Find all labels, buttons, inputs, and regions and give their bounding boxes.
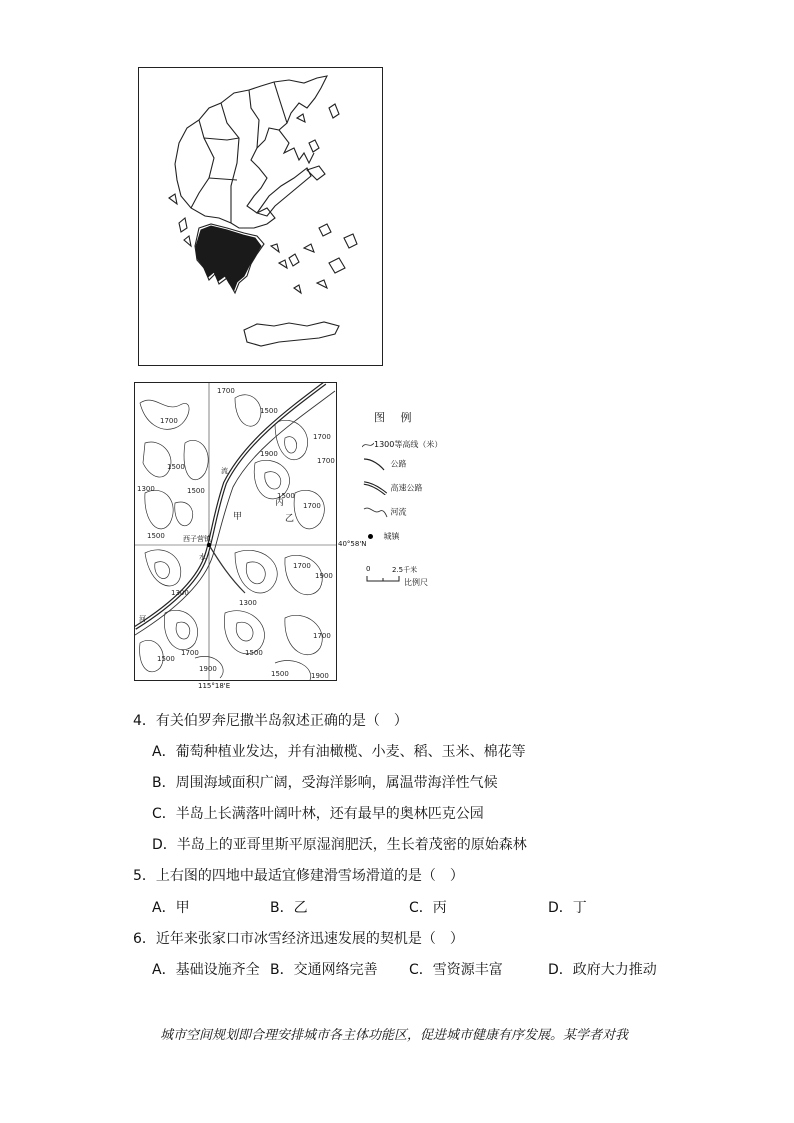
legend-contour-sample: 1300 — [374, 440, 395, 449]
contour-label: 1500 — [271, 670, 289, 678]
peloponnese-shaded-region — [196, 226, 261, 290]
legend-item-highway — [362, 481, 423, 495]
town-dot-icon — [368, 534, 373, 539]
legend-item-town — [368, 531, 400, 542]
contour-label: 1500 — [167, 463, 185, 471]
highway-icon — [362, 481, 388, 495]
question-5-option-d: D．丁 — [548, 900, 587, 916]
question-5-option-c: C．丙 — [409, 900, 447, 916]
river-label: 河 — [139, 615, 146, 623]
question-5-option-b: B．乙 — [270, 900, 308, 916]
river-label: 水 — [199, 553, 206, 561]
town-label: 西子营镇 — [183, 535, 211, 543]
contour-map-drawing — [135, 383, 336, 680]
legend-item-label: 城镇 — [383, 532, 400, 541]
legend-item-label: 高速公路 — [390, 483, 423, 493]
contour-label: 1900 — [315, 572, 333, 580]
contour-label: 1900 — [260, 450, 278, 458]
town-dot — [207, 543, 211, 547]
contour-label: 1300 — [171, 589, 189, 597]
question-4-option-d: D．半岛上的亚哥里斯平原湿润肥沃，生长着茂密的原始森林 — [152, 837, 527, 853]
river-label: 流 — [221, 467, 228, 475]
scale-label: 比例尺 — [404, 578, 428, 587]
question-5-option-a: A．甲 — [152, 900, 190, 916]
question-6-option-a: A．基础设施齐全 — [152, 962, 260, 978]
legend-item-contour — [362, 439, 442, 450]
greece-map-drawing — [139, 68, 382, 365]
question-6-option-d: D．政府大力推动 — [548, 962, 657, 978]
contour-label: 1700 — [303, 502, 321, 510]
legend-item-label: 公路 — [390, 459, 407, 469]
contour-label: 1500 — [147, 532, 165, 540]
legend-item-label: 等高线（米） — [394, 440, 443, 449]
contour-label: 1700 — [160, 417, 178, 425]
latitude-label: 40°58'N — [338, 540, 367, 548]
scale-zero: 0 — [366, 565, 371, 573]
contour-label: 1300 — [137, 485, 155, 493]
contour-label: 1500 — [157, 655, 175, 663]
contour-line-icon — [362, 441, 374, 449]
contour-label: 1900 — [311, 672, 329, 680]
question-5-stem: 5．上右图的四地中最适宜修建滑雪场滑道的是（ ） — [133, 868, 464, 884]
footer-text: 城市空间规划即合理安排城市各主体功能区，促进城市健康有序发展。某学者对我 — [160, 1028, 629, 1043]
contour-label: 1700 — [313, 632, 331, 640]
question-4-option-b: B．周围海域面积广阔，受海洋影响，属温带海洋性气候 — [152, 775, 498, 791]
place-label-jia: 甲 — [233, 512, 243, 522]
contour-label: 1500 — [245, 649, 263, 657]
contour-label: 1700 — [313, 433, 331, 441]
contour-label: 1700 — [317, 457, 335, 465]
river-icon — [362, 505, 388, 519]
question-6-option-b: B．交通网络完善 — [270, 962, 378, 978]
scale-value: 2.5千米 — [392, 566, 418, 574]
road-icon — [362, 457, 388, 471]
legend-title: 图 例 — [374, 411, 418, 424]
legend-item-river — [362, 505, 407, 519]
contour-label: 1700 — [217, 387, 235, 395]
contour-label: 1300 — [239, 599, 257, 607]
legend-item-road — [362, 457, 407, 471]
contour-map — [134, 382, 337, 681]
question-4-option-c: C．半岛上长满落叶阔叶林，还有最早的奥林匹克公园 — [152, 806, 484, 822]
question-6-stem: 6．近年来张家口市冰雪经济迅速发展的契机是（ ） — [133, 931, 464, 947]
contour-label: 1700 — [181, 649, 199, 657]
scale-bar-icon — [366, 575, 400, 583]
question-4-option-a: A．葡萄种植业发达，并有油橄榄、小麦、稻、玉米、棉花等 — [152, 744, 526, 760]
place-label-bing: 丙 — [275, 498, 285, 508]
contour-label: 1700 — [293, 562, 311, 570]
map-legend — [362, 405, 482, 595]
question-4-stem: 4．有关伯罗奔尼撒半岛叙述正确的是（ ） — [133, 713, 408, 729]
place-label-yi: 乙 — [285, 514, 295, 524]
question-6-option-c: C．雪资源丰富 — [409, 962, 503, 978]
greece-map — [138, 67, 383, 366]
contour-label: 1500 — [277, 492, 295, 500]
legend-item-label: 河流 — [390, 507, 407, 517]
contour-label: 1900 — [199, 665, 217, 673]
contour-label: 1500 — [260, 407, 278, 415]
contour-label: 1500 — [187, 487, 205, 495]
longitude-label: 115°18'E — [198, 682, 231, 690]
